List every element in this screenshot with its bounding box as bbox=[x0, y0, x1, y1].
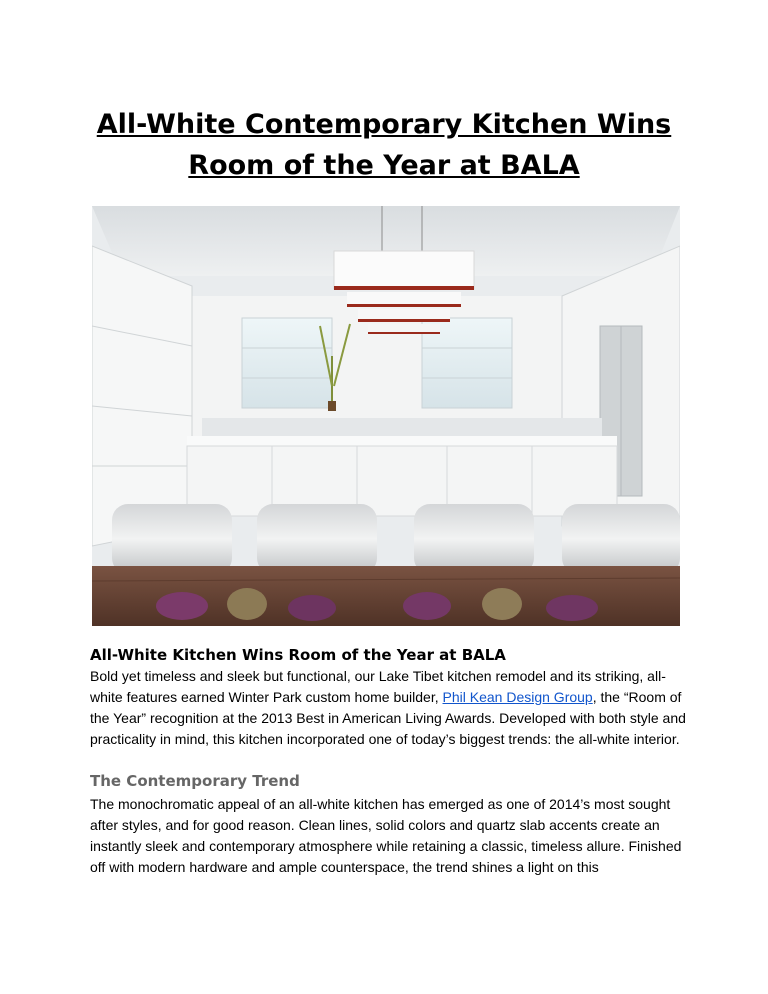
page-title-line-2: Room of the Year at BALA bbox=[188, 150, 580, 181]
phil-kean-design-group-link[interactable]: Phil Kean Design Group bbox=[442, 689, 593, 705]
page-title-line-1: All-White Contemporary Kitchen Wins bbox=[96, 109, 672, 140]
section-paragraph-award bbox=[90, 666, 690, 750]
paragraph-text-before-link: Bold yet timeless and sleek but functional, our Lake Tibet kitchen remodel and its striking, all-white features earned Winter Park custom home builder, bbox=[90, 668, 666, 705]
page-title bbox=[80, 104, 688, 186]
section-heading-trend: The Contemporary Trend bbox=[90, 772, 300, 790]
section-heading-award: All-White Kitchen Wins Room of the Year at BALA bbox=[90, 646, 506, 664]
paragraph-text-after-link: , the “Room of the Year” recognition at the 2013 Best in American Living Awards. Developed with both style and practicality in mind, this kitchen incorporated one of today’s biggest trends: the all-white interior. bbox=[90, 689, 686, 747]
kitchen-photo bbox=[92, 206, 680, 626]
section-paragraph-trend: The monochromatic appeal of an all-white kitchen has emerged as one of 2014’s most sought after styles, and for good reason. Clean lines, solid colors and quartz slab accents create an instantly sleek and contemporary atmosphere while retaining a classic, timeless allure. Finished off with modern hardware and ample counterspace, the trend shines a light on this bbox=[90, 796, 682, 875]
